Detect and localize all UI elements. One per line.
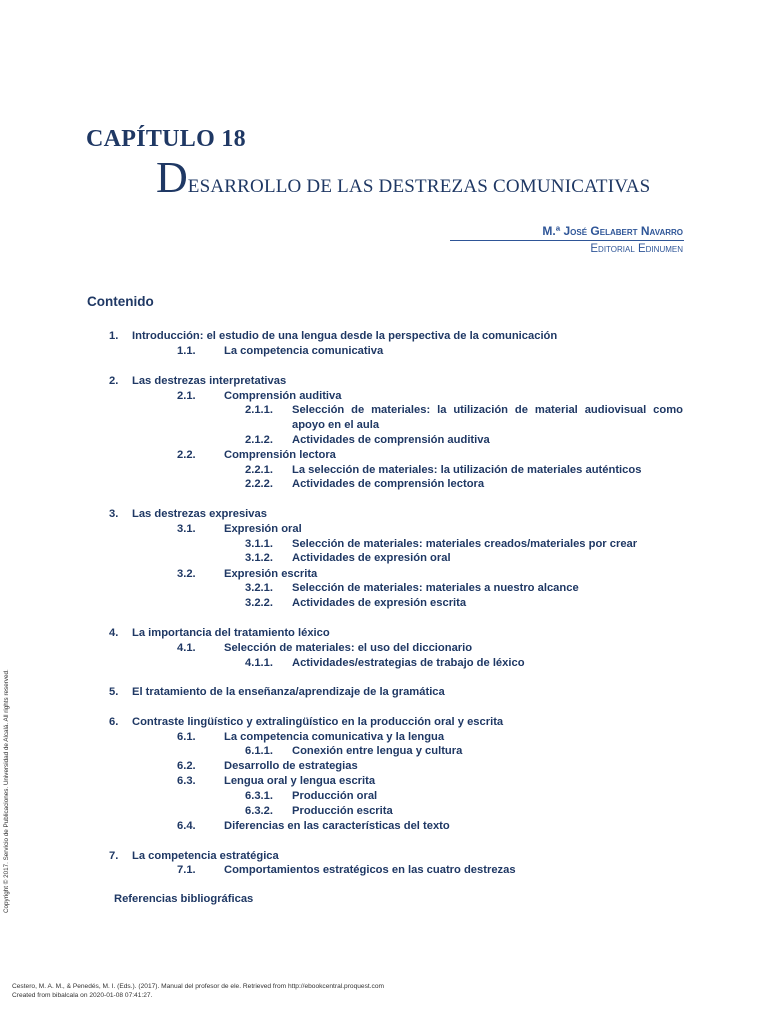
toc-number: 3.1.2. (245, 552, 273, 564)
toc-text: La importancia del tratamiento léxico (132, 627, 330, 639)
toc-text: Diferencias en las características del texto (224, 820, 450, 832)
toc-number: 2.1.1. (245, 404, 273, 416)
toc-number: 2. (109, 375, 119, 387)
toc-text: Actividades de comprensión auditiva (292, 434, 490, 446)
author-name-prefix: M.ª J (542, 224, 571, 238)
toc-number: 3. (109, 508, 119, 520)
toc-number: 6.1.1. (245, 745, 273, 757)
toc-number: 4.1. (177, 642, 196, 654)
toc-number: 2.2. (177, 449, 196, 461)
toc-number: 7. (109, 850, 119, 862)
toc-number: 4. (109, 627, 119, 639)
toc-number: 6.2. (177, 760, 196, 772)
toc-text: La competencia estratégica (132, 850, 279, 862)
toc-text: Comprensión lectora (224, 449, 336, 461)
toc-text: Lengua oral y lengua escrita (224, 775, 376, 787)
toc-text: Producción escrita (292, 805, 393, 817)
toc-text: Contraste lingüístico y extralingüístico en la producción oral y escrita (132, 716, 504, 728)
toc-text: Selección de materiales: el uso del diccionario (224, 642, 473, 654)
toc-number: 6.4. (177, 820, 196, 832)
toc-number: 6.1. (177, 731, 196, 743)
toc-number: 4.1.1. (245, 657, 273, 669)
toc-number: 2.1. (177, 390, 196, 402)
toc-text-line2: apoyo en el aula (292, 419, 380, 431)
toc-text: Comportamientos estratégicos en las cuatro destrezas (224, 864, 516, 876)
toc-text: Las destrezas expresivas (132, 508, 267, 520)
toc-text: Expresión escrita (224, 568, 318, 580)
toc-text: La competencia comunicativa y la lengua (224, 731, 445, 743)
toc-number: 2.2.2. (245, 478, 273, 490)
toc-number: 2.2.1. (245, 464, 273, 476)
author-name (542, 224, 683, 238)
chapter-title (156, 153, 716, 202)
chapter-title-initial: D (156, 153, 188, 202)
toc-text: Actividades de comprensión lectora (292, 478, 485, 490)
toc-number: 6.3. (177, 775, 196, 787)
toc-number: 1. (109, 330, 119, 342)
toc-text: Introducción: el estudio de una lengua desde la perspectiva de la comunicación (132, 330, 558, 342)
references-entry[interactable]: Referencias bibliográficas (114, 893, 254, 905)
footer-line-citation: Cestero, M. A. M., & Penedés, M. I. (Eds.). (2017). Manual del profesor de ele. Retrieved from http://ebookcentral.proquest.com (12, 983, 384, 990)
toc-number: 6. (109, 716, 119, 728)
author-name-rest: osé Gelabert Navarro (570, 224, 683, 238)
toc-text: Conexión entre lengua y cultura (292, 745, 463, 757)
toc-number: 1.1. (177, 345, 196, 357)
footer-line-created: Created from bibalcala on 2020-01-08 07:41:27. (12, 992, 153, 999)
toc-number: 3.2.1. (245, 582, 273, 594)
publisher: Editorial Edinumen (590, 243, 683, 255)
toc-text: Actividades/estrategias de trabajo de léxico (292, 657, 525, 669)
toc-number: 7.1. (177, 864, 196, 876)
toc-text: Las destrezas interpretativas (132, 375, 287, 387)
toc-text: Producción oral (292, 790, 378, 802)
side-copyright-note: Copyright © 2017. Servicio de Publicaciones. Universidad de Alcalá. All rights reserved. (3, 669, 10, 913)
toc-text: Expresión oral (224, 523, 302, 535)
toc-text: Comprensión auditiva (224, 390, 342, 402)
chapter-label: CAPÍTULO 18 (86, 126, 246, 152)
toc-number: 3.2.2. (245, 597, 273, 609)
author-rule (450, 240, 684, 241)
contents-heading: Contenido (87, 294, 154, 309)
toc-number: 3.1.1. (245, 538, 273, 550)
toc-number: 3.2. (177, 568, 196, 580)
toc-text: Desarrollo de estrategias (224, 760, 358, 772)
toc-text: El tratamiento de la enseñanza/aprendizaje de la gramática (132, 686, 445, 698)
footer-citation (12, 982, 384, 1000)
toc-text-line1: Selección de materiales: la utilización de material audiovisual como (292, 404, 683, 416)
toc-number: 6.3.1. (245, 790, 273, 802)
toc-text: La selección de materiales: la utilización de materiales auténticos (292, 464, 642, 476)
toc-text: Actividades de expresión oral (292, 552, 451, 564)
toc-text: Selección de materiales: materiales creados/materiales por crear (292, 538, 638, 550)
toc-number: 5. (109, 686, 119, 698)
toc-text: Selección de materiales: materiales a nuestro alcance (292, 582, 579, 594)
toc-number: 2.1.2. (245, 434, 273, 446)
toc-number: 3.1. (177, 523, 196, 535)
chapter-title-rest: ESARROLLO DE LAS DESTREZAS COMUNICATIVAS (187, 176, 651, 197)
toc-text: Actividades de expresión escrita (292, 597, 467, 609)
toc-number: 6.3.2. (245, 805, 273, 817)
toc-text: La competencia comunicativa (224, 345, 384, 357)
